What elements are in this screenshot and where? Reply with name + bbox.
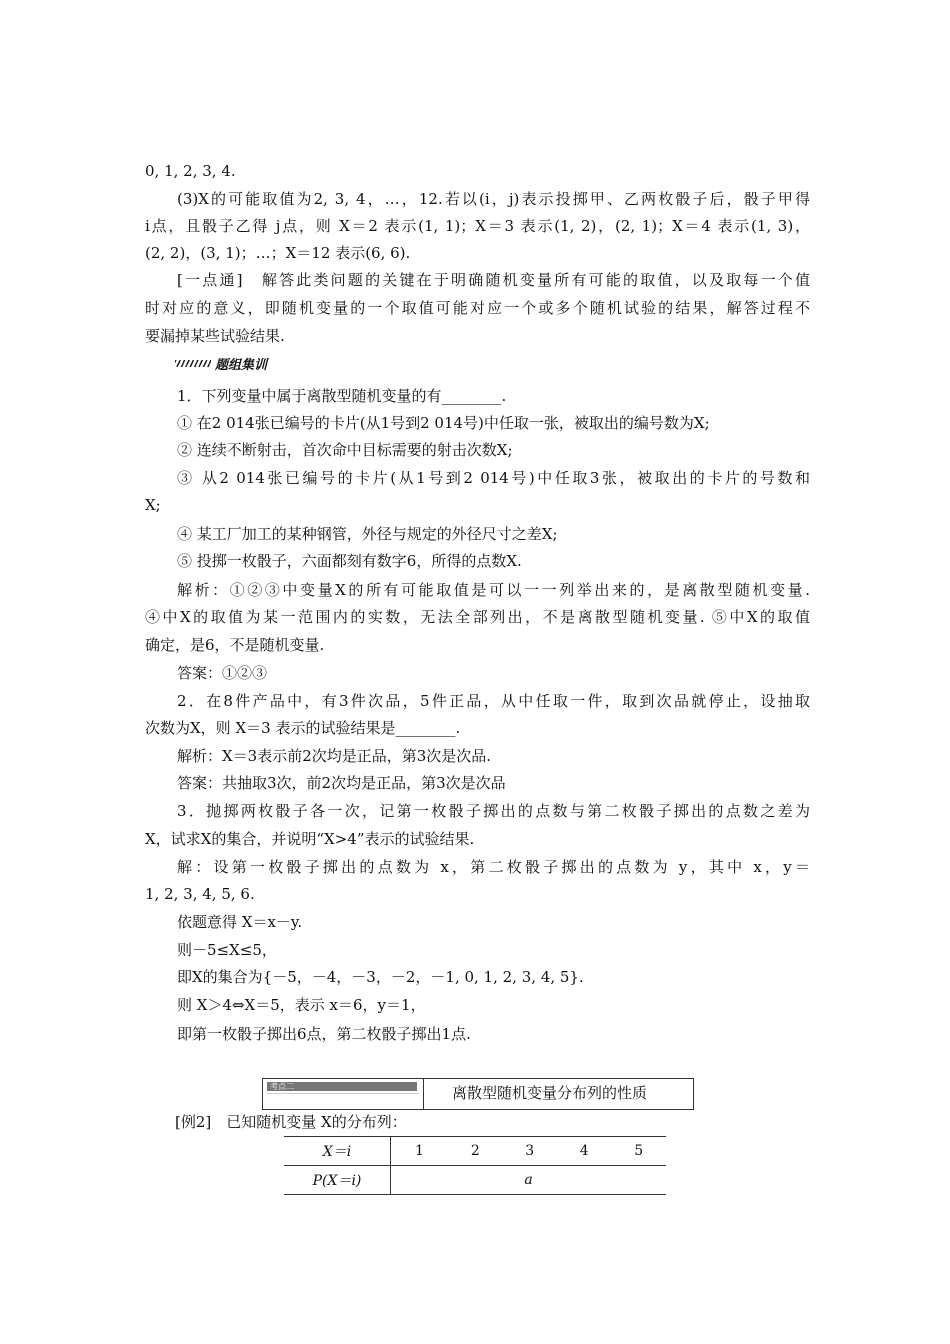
section-tag-label: 考点二 xyxy=(267,1082,417,1091)
example-label: [例2] 已知随机变量 X的分布列： xyxy=(175,1113,407,1131)
text-line: (2, 2)，(3, 1)；…；X＝12 表示(6, 6). xyxy=(145,244,411,262)
text-line: 即第一枚骰子掷出6点，第二枚骰子掷出1点. xyxy=(177,1025,471,1043)
text-line: i点，且骰子乙得 j点，则 X＝2 表示(1, 1)；X＝3 表示(1, 2)，(2, 1)；X＝4 表示(1, 3)， xyxy=(145,217,810,235)
text-line: 确定，是6，不是随机变量. xyxy=(145,636,325,654)
text-line: 即X的集合为{－5，－4，－3，－2，－1, 0, 1, 2, 3, 4, 5}. xyxy=(177,968,584,986)
section-banner xyxy=(262,1078,694,1110)
text-line: X，试求X的集合，并说明“X>4”表示的试验结果. xyxy=(145,830,475,848)
text-line: 1, 2, 3, 4, 5, 6. xyxy=(145,885,255,903)
text-line: ⑤ 投掷一枚骰子，六面都刻有数字6，所得的点数X. xyxy=(177,552,522,570)
table-row xyxy=(284,1166,666,1195)
tag-underline xyxy=(267,1093,419,1094)
text-line: [一点通] 解答此类问题的关键在于明确随机变量所有可能的取值，以及取每一个值 xyxy=(177,271,810,289)
text-line: ④中X的取值为某一范围内的实数，无法全部列出，不是离散型随机变量. ⑤中X的取值 xyxy=(145,608,810,626)
text-line: ③ 从2 014张已编号的卡片(从1号到2 014号)中任取3张，被取出的卡片的号数和 xyxy=(177,469,810,487)
text-line: 则－5≤X≤5， xyxy=(177,941,277,959)
hatch-decoration xyxy=(175,360,211,367)
table-cell: 5 xyxy=(611,1137,666,1166)
text-line: 次数为X，则 X＝3 表示的试验结果是________. xyxy=(145,719,461,737)
table-cell: 2 xyxy=(448,1137,502,1166)
text-line: 解析：X＝3表示前2次均是正品，第3次是次品. xyxy=(177,747,492,765)
row-header: P(X＝i) xyxy=(284,1166,391,1195)
section-tag xyxy=(263,1079,424,1109)
heading-text: 题组集训 xyxy=(215,358,268,373)
text-line: (3)X的可能取值为2, 3, 4，…，12.若以(i，j)表示投掷甲、乙两枚骰子后，骰子甲得 xyxy=(177,190,810,208)
text-line: 时对应的意义，即随机变量的一个取值可能对应一个或多个随机试验的结果，解答过程不 xyxy=(145,299,810,317)
text-line: X; xyxy=(145,496,161,514)
text-line: 2．在8件产品中，有3件次品，5件正品，从中任取一件，取到次品就停止，设抽取 xyxy=(177,692,810,710)
text-line: ② 连续不断射击，首次命中目标需要的射击次数X; xyxy=(177,441,513,459)
text-line: 0, 1, 2, 3, 4. xyxy=(145,162,236,180)
distribution-table xyxy=(284,1136,666,1195)
table-cell: a xyxy=(391,1166,667,1195)
text-line: 解：设第一枚骰子掷出的点数为 x，第二枚骰子掷出的点数为 y，其中 x，y＝ xyxy=(177,858,810,876)
text-line: ④ 某工厂加工的某种钢管，外径与规定的外径尺寸之差X; xyxy=(177,525,558,543)
text-line: 则 X＞4⇔X＝5，表示 x＝6，y＝1， xyxy=(177,996,426,1014)
table-row xyxy=(284,1137,666,1166)
text-line: 要漏掉某些试验结果. xyxy=(145,327,285,345)
text-line: 依题意得 X＝x－y. xyxy=(177,913,303,931)
section-title: 离散型随机变量分布列的性质 xyxy=(452,1084,648,1102)
table-cell: 1 xyxy=(391,1137,449,1166)
text-line: 1．下列变量中属于离散型随机变量的有________. xyxy=(177,387,507,405)
table-cell: 4 xyxy=(557,1137,611,1166)
text-line: 3．抛掷两枚骰子各一次，记第一枚骰子掷出的点数与第二枚骰子掷出的点数之差为 xyxy=(177,802,810,820)
row-header: X＝i xyxy=(284,1137,391,1166)
section-heading xyxy=(175,354,267,373)
text-line: 答案：①②③ xyxy=(177,664,268,682)
text-line: ① 在2 014张已编号的卡片(从1号到2 014号)中任取一张，被取出的编号数为X; xyxy=(177,414,710,432)
text-line: 答案：共抽取3次，前2次均是正品，第3次是次品 xyxy=(177,774,506,792)
table-cell: 3 xyxy=(503,1137,557,1166)
text-line: 解析：①②③中变量X的所有可能取值是可以一一列举出来的，是离散型随机变量. xyxy=(177,581,810,599)
